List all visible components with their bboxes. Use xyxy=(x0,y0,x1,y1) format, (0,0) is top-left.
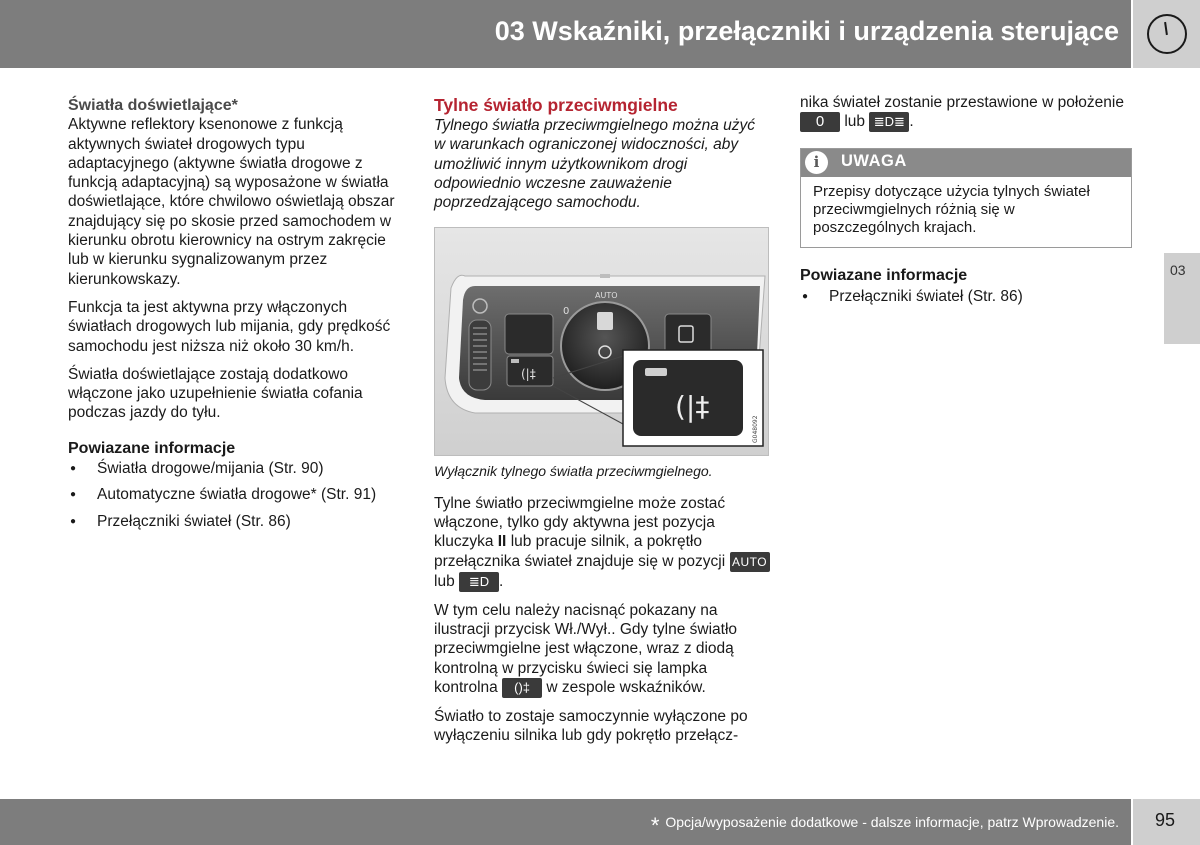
figure-code: G048092 xyxy=(752,415,759,444)
gauge-icon xyxy=(1147,14,1187,54)
light-switch-illustration xyxy=(434,227,769,456)
column-1 xyxy=(68,93,398,538)
paragraph: Funkcja ta jest aktywna przy włączonych światłach drogowych lub mijania, gdy prędkość samochodu jest niższa niż około 30 km/h. xyxy=(68,298,391,355)
rear-fog-light-icon: ()‡ xyxy=(502,678,542,698)
zero-label-small: 0 xyxy=(563,306,570,318)
note-text: Przepisy dotyczące użycia tylnych świateł przeciwmgielnych różnią się w poszczególnych krajach. xyxy=(813,183,1090,237)
paragraph: Światło to zostaje samoczynnie wyłączone po wyłączeniu silnika lub gdy pokrętło przełącz- xyxy=(434,707,748,745)
page-number-box xyxy=(1133,799,1200,845)
page-header xyxy=(0,0,1131,68)
info-icon: i xyxy=(805,151,828,174)
svg-text:(|‡: (|‡ xyxy=(521,367,536,382)
related-link[interactable]: ● Automatyczne światła drogowe* (Str. 91) xyxy=(68,485,398,504)
related-link[interactable]: ● Przełączniki świateł (Str. 86) xyxy=(68,512,398,531)
note-box xyxy=(800,148,1132,248)
paragraph: nika świateł zostanie przestawione w położenie 0 lub ≣D≣ . xyxy=(800,94,1124,131)
column-2 xyxy=(434,93,770,754)
column-3 xyxy=(800,93,1132,313)
auto-position-symbol: AUTO xyxy=(730,552,770,572)
paragraph: Tylne światło przeciwmgielne może zostać włączone, tylko gdy aktywna jest pozycja kluczyka II lub pracuje silnik, a pokrętło przełącznika świateł znajduje się w pozycji AUTO lub ≣D . xyxy=(434,494,770,592)
related-link[interactable]: ● Przełączniki świateł (Str. 86) xyxy=(800,287,1132,306)
auto-label-small: AUTO xyxy=(595,291,618,301)
svg-text:(|‡: (|‡ xyxy=(675,390,710,424)
figure-caption: Wyłącznik tylnego światła przeciwmgielnego. xyxy=(434,463,713,480)
paragraph: W tym celu należy nacisnąć pokazany na ilustracji przycisk Wł./Wył.. Gdy tylne światło przeciwmgielne jest włączone, wraz z diodą kontrolną w przycisku świeci się lampka kontrolna ()‡ w zespole wskaźników. xyxy=(434,601,738,696)
page-footer xyxy=(0,799,1131,845)
related-link[interactable]: ● Światła drogowe/mijania (Str. 90) xyxy=(68,459,398,478)
chapter-side-tab xyxy=(1164,253,1200,344)
paragraph: Aktywne reflektory ksenonowe z funkcją aktywnych świateł drogowych typu adaptacyjnego (aktywne światła drogowe z funkcją adaptacyjną) są wyposażone w światła doświetlające, które chwilowo oświetlają obszar znajdujący się po skosie przed samochodem w kierunku obrotu kierownicy na ostrym zakręcie lub w kierunku sygnalizowanym przez kierunkowskazy. xyxy=(68,116,395,288)
asterisk-icon: * xyxy=(650,813,660,838)
note-title: UWAGA xyxy=(841,152,907,171)
footer-note: * Opcja/wyposażenie dodatkowe - dalsze informacje, patrz Wprowadzenie. xyxy=(650,813,1119,838)
related-info-list xyxy=(68,459,398,531)
parking-light-icon: ≣D≣ xyxy=(869,112,909,132)
related-info-heading: Powiazane informacje xyxy=(68,439,236,457)
headlight-icon: ≣D xyxy=(459,572,499,592)
related-info-list xyxy=(800,287,1132,306)
zero-position-symbol: 0 xyxy=(800,112,840,132)
intro-paragraph: Tylnego światła przeciwmgielnego można użyć w warunkach ograniczonej widoczności, aby umożliwić innym użytkownikom drogi odpowiednio wczesne zauważenie poprzedzającego samochodu. xyxy=(434,117,756,212)
chapter-badge xyxy=(1133,0,1200,68)
chapter-title: 03 Wskaźniki, przełączniki i urządzenia sterujące xyxy=(494,16,1119,46)
paragraph: Światła doświetlające zostają dodatkowo włączone jako uzupełnienie światła cofania podczas jazdy do tyłu. xyxy=(68,365,363,422)
section-heading-cornering-lights: Światła doświetlające* xyxy=(68,97,238,114)
section-heading-rear-fog-light: Tylne światło przeciwmgielne xyxy=(434,95,678,115)
page-number: 95 xyxy=(1155,810,1176,830)
related-info-heading: Powiazane informacje xyxy=(800,267,968,285)
side-tab-label: 03 xyxy=(1170,262,1186,278)
key-position: II xyxy=(497,533,507,551)
note-header xyxy=(801,149,1131,177)
